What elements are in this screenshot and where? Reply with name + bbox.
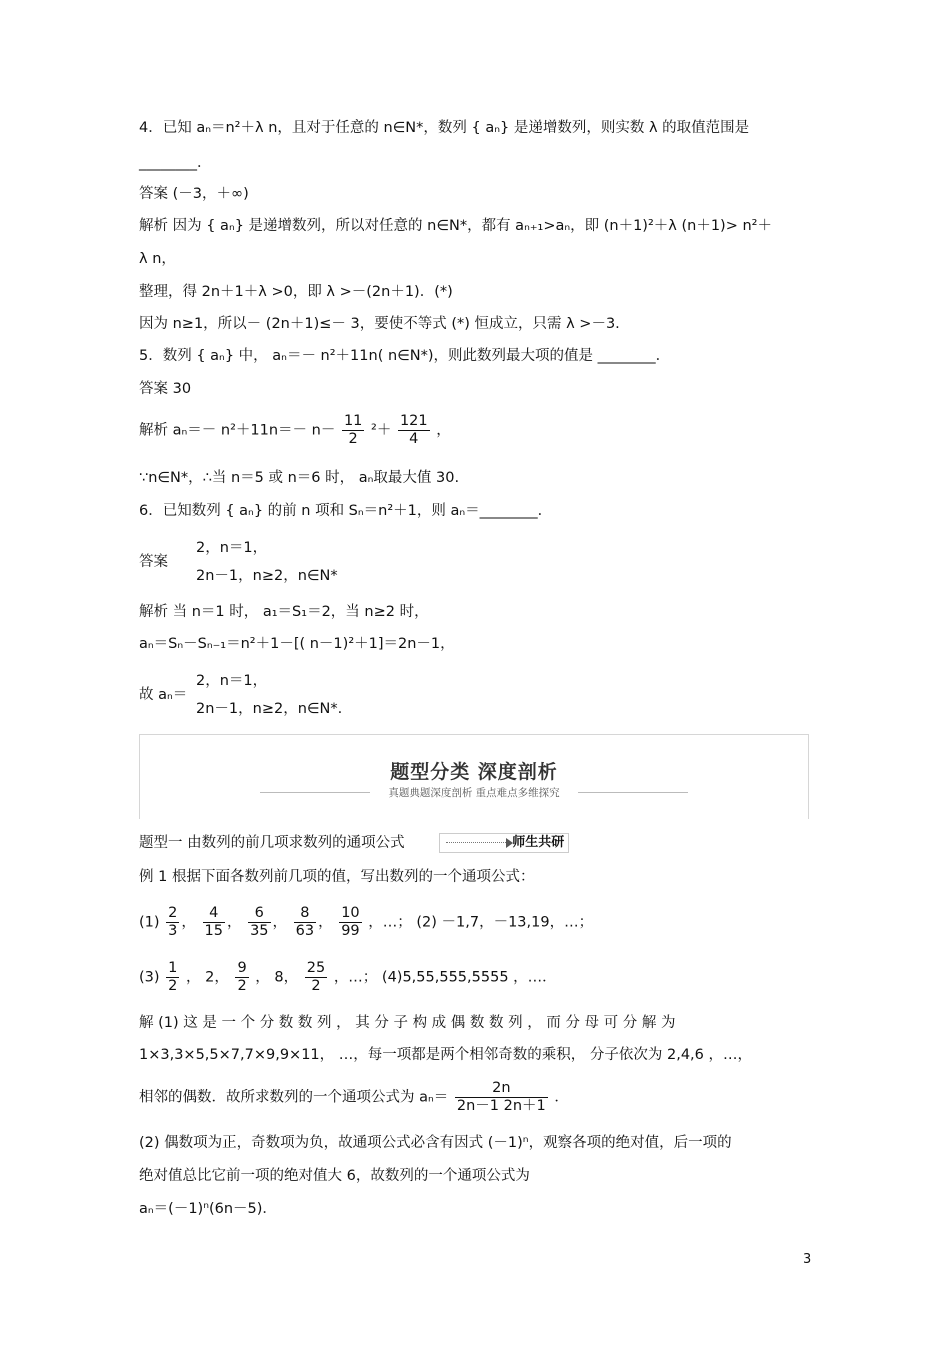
- q5-analysis-prefix: 解析 aₙ＝－ n²＋11n＝－ n－: [139, 422, 336, 439]
- p3-fraction-2: $\frac{9}{2}$: [237, 960, 247, 994]
- section-banner: [139, 734, 809, 819]
- banner-subtitle: 真题典题深度剖析 重点难点多维探究: [388, 787, 560, 799]
- q4-analysis-3: 整理，得 2n＋1＋λ >0，即 λ >－(2n＋1)．(*): [139, 284, 453, 300]
- solution-line-6: aₙ＝(－1)ⁿ(6n－5)．: [139, 1201, 277, 1217]
- part-3-mid-1: ， 2，: [186, 969, 229, 986]
- q5-analysis-mid: ²＋: [371, 422, 392, 439]
- q4-question: 4．已知 aₙ＝n²＋λ n，且对于任意的 n∈N*，数列 { aₙ} 是递增数列，则实数 λ 的取值范围是: [139, 120, 750, 136]
- example-1-part-3: [139, 960, 557, 995]
- q6-answer-case-2: 2n－1，n≥2，n∈N*: [196, 568, 338, 584]
- general-term-fraction: $\frac{2n}{2n-1 2n+1}$: [456, 1080, 546, 1114]
- p1-fraction-4: $\frac{8}{63}$: [295, 905, 315, 939]
- q5-question: 5．数列 { aₙ} 中， aₙ＝－ n²＋11n( n∈N*)，则此数列最大项的值是 ________．: [139, 348, 671, 364]
- banner-rule-right: [578, 792, 688, 793]
- solution-line-5: 绝对值总比它前一项的绝对值大 6，故数列的一个通项公式为: [139, 1168, 530, 1184]
- solution-line-1: 解 (1) 这 是 一 个 分 数 数 列 ， 其 分 子 构 成 偶 数 数 列 ， 而 分 母 可 分 解 为: [139, 1015, 676, 1031]
- q4-analysis-4: 因为 n≥1，所以－ (2n＋1)≤－ 3，要使不等式 (*) 恒成立，只需 λ >－3.: [139, 316, 620, 332]
- tag-label: 师生共研: [512, 835, 565, 850]
- q5-answer: 答案 30: [139, 381, 192, 397]
- p1-fraction-2: $\frac{4}{15}$: [204, 905, 223, 939]
- p3-fraction-1: $\frac{1}{2}$: [168, 960, 178, 994]
- part-1-tail: ，…； (2) －1,7，－13,19，…；: [368, 914, 594, 931]
- p1-fraction-5: $\frac{10}{99}$: [341, 905, 360, 939]
- solution-line-4: (2) 偶数项为正，奇数项为负，故通项公式必含有因式 (－1)ⁿ，观察各项的绝对值，后一项的: [139, 1135, 732, 1151]
- solution-line-2: 1×3,3×5,5×7,7×9,9×11， …，每一项都是两个相邻奇数的乘积， 分子依次为 2,4,6 ，…，: [139, 1047, 752, 1063]
- part-3-label: (3): [139, 969, 160, 986]
- q6-question: 6．已知数列 { aₙ} 的前 n 项和 Sₙ＝n²＋1，则 aₙ＝________．: [139, 503, 553, 519]
- tag-dotted-line: [446, 842, 506, 843]
- type1-heading: [139, 833, 569, 853]
- q6-answer-case-1: 2，n＝1，: [196, 540, 268, 556]
- q6-result-label: 故 aₙ＝: [139, 687, 188, 703]
- example-1-title: 例 1 根据下面各数列前几项的值，写出数列的一个通项公式：: [139, 869, 535, 885]
- page-number: 3: [803, 1252, 812, 1267]
- solution-line-3-prefix: 相邻的偶数．故所求数列的一个通项公式为 aₙ＝: [139, 1089, 449, 1106]
- q6-answer-label: 答案: [139, 554, 168, 570]
- q4-analysis-1: 解析 因为 { aₙ} 是递增数列，所以对任意的 n∈N*，都有 aₙ₊₁>aₙ，即 (n＋1)²＋λ (n＋1)> n²＋: [139, 218, 772, 234]
- q5-fraction-2: $\frac{121}{4}$: [399, 413, 428, 447]
- q5-conclusion: ∵n∈N*，∴当 n＝5 或 n＝6 时， aₙ取最大值 30.: [139, 470, 460, 486]
- solution-line-3: [139, 1080, 569, 1115]
- q4-blank: ________．: [139, 155, 212, 171]
- part-3-mid-2: ， 8，: [255, 969, 299, 986]
- part-3-tail: ，…； (4)5,55,555,5555 ，…．: [333, 969, 557, 986]
- q6-result-case-2: 2n－1，n≥2，n∈N*.: [196, 701, 343, 717]
- p1-fraction-3: $\frac{6}{35}$: [250, 905, 269, 939]
- type1-heading-text: 题型一 由数列的前几项求数列的通项公式: [139, 835, 405, 851]
- banner-title: 题型分类 深度剖析: [390, 761, 558, 783]
- p1-fraction-1: $\frac{2}{3}$: [168, 905, 178, 939]
- q5-analysis-suffix: ，: [436, 422, 451, 439]
- q5-fraction-1: $\frac{11}{2}$: [343, 413, 363, 447]
- q4-analysis-2: λ n，: [139, 251, 176, 267]
- q5-analysis: [139, 413, 451, 448]
- solution-line-3-suffix: ．: [554, 1089, 569, 1106]
- teacher-student-tag: [439, 833, 569, 853]
- q4-answer: 答案 (－3，＋∞): [139, 186, 249, 202]
- part-1-label: (1): [139, 914, 160, 931]
- q6-analysis-1: 解析 当 n＝1 时， a₁＝S₁＝2，当 n≥2 时，: [139, 604, 429, 620]
- p3-fraction-3: $\frac{25}{2}$: [306, 960, 326, 994]
- q6-result-case-1: 2，n＝1，: [196, 673, 268, 689]
- example-1-part-1: (1) $\frac{2}{3}$ ， $\frac{4}{15}$ ， $\frac{6}{35}$ ， $\frac{8}{63}$ ， $\frac{10}{99}$ ，…； (2) －1,7，－13,19，…；: [139, 905, 594, 939]
- q6-analysis-2: aₙ＝Sₙ－Sₙ₋₁＝n²＋1－[( n－1)²＋1]＝2n－1，: [139, 636, 455, 652]
